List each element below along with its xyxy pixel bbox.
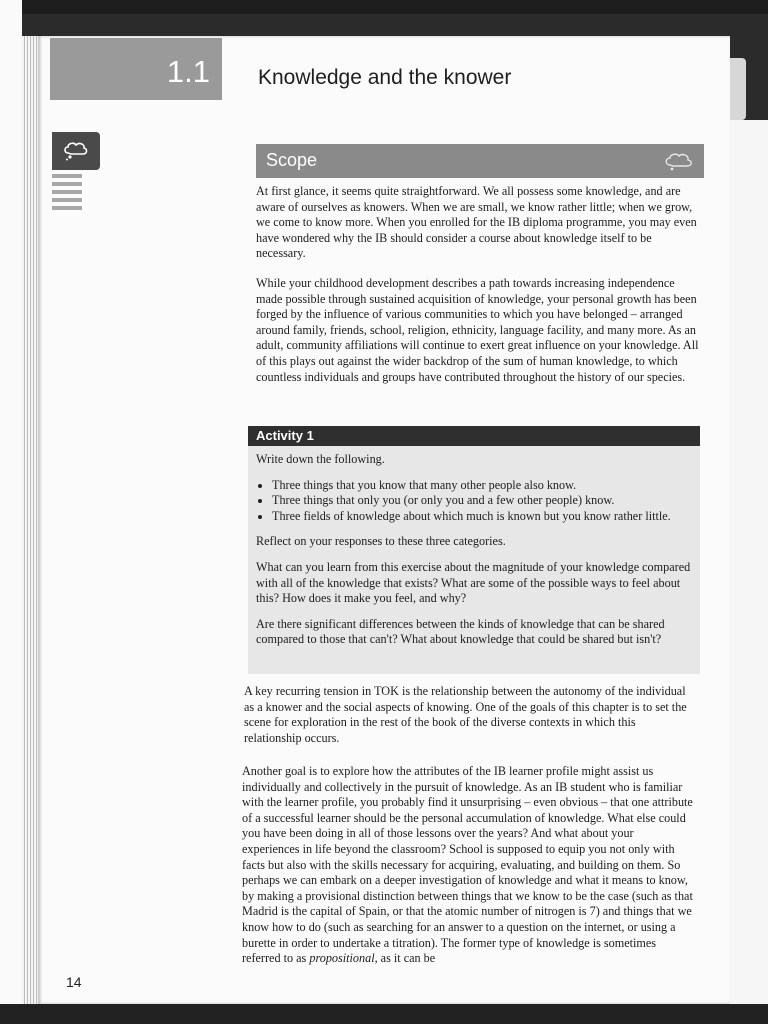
scan-border-left <box>0 0 22 1024</box>
page-number: 14 <box>66 974 82 990</box>
scan-border-bottom <box>0 1004 768 1024</box>
activity-question-3: Are there significant differences between the kinds of knowledge that can be shared compared to those that can't? What about knowledge that could be shared but isn't? <box>256 616 665 647</box>
activity-title: Activity 1 <box>248 426 700 446</box>
emphasis-term: propositional <box>309 951 375 966</box>
activity-box <box>248 426 700 674</box>
paragraph-learner-profile <box>242 764 694 967</box>
scan-border-right <box>730 120 768 1004</box>
paragraph-text-end: , as it can be <box>374 951 436 966</box>
list-item: • Three fields of knowledge about which much is known but you know rather little. <box>272 509 692 525</box>
activity-question-1: Reflect on your responses to these three categories. <box>256 534 506 549</box>
thought-bubble-icon <box>52 132 100 170</box>
thought-bubble-icon <box>664 152 694 177</box>
book-page <box>38 36 730 1004</box>
activity-body <box>248 446 700 648</box>
paragraph-development: While your childhood development describes a path towards increasing independence made possible through sustained acquisition of knowledge, your personal growth has been forged by the influence of various communities to which you have belonged – arranged around family, friends, school, religion, ethnicity, language facility, and many more. As an adult, community affiliations will continue to exert great influence on your knowledge. All of this plays out against the wider backdrop of the sum of human knowledge, to which countless individuals and groups have contributed throughout the history of our species. <box>256 276 699 384</box>
page-tab <box>728 58 746 120</box>
scan-border-top <box>0 0 768 14</box>
page-title: Knowledge and the knower <box>258 66 512 89</box>
list-item: • Three things that only you (or only you and a few other people) know. <box>272 493 692 509</box>
section-number: 1.1 <box>50 38 222 100</box>
paragraph-text: Another goal is to explore how the attributes of the IB learner profile might assist us individually and collectively in the pursuit of knowledge. As an IB student who is familiar with the learner profile, you probably find it unsurprising – even obvious – that one attribute of a successful learner should be the personal accumulation of knowledge. What else could you have been doing in all of those lessons over the years? And what about your experiences in life beyond the classroom? School is supposed to equip you not only with facts but also with the skills necessary for acquiring, evaluating, and building on them. So perhaps we can embark on a deeper investigation of knowledge and what it means to know, by making a provisional distinction between things that we know to be the case (such as that Madrid is the capital of Spain, or that the atomic number of nitrogen is 7) and things that we know how to do (such as searching for an answer to a question on the internet, or using a burette in order to undertake a titration). The former type of knowledge is sometimes referred to as <box>242 764 693 966</box>
side-tab-marks <box>52 174 82 214</box>
paragraph-intro: At first glance, it seems quite straightforward. We all possess some knowledge, and are aware of ourselves as knowers. When we are small, we know rather little; when we grow, we come to know more. When you enrolled for the IB diploma programme, you may even have wondered why the IB should consider a course about knowledge itself to be necessary. <box>256 184 697 261</box>
activity-list <box>256 478 692 525</box>
activity-question-2: What can you learn from this exercise about the magnitude of your knowledge compared with all of the knowledge that exists? What are some of the possible ways to feel about this? How does it make you feel, and why? <box>256 559 691 606</box>
scope-heading: Scope <box>266 150 318 170</box>
activity-intro: Write down the following. <box>256 452 385 466</box>
paragraph-tension: A key recurring tension in TOK is the relationship between the autonomy of the individual as a knower and the social aspects of knowing. One of the goals of this chapter is to set the scene for exploration in the rest of the book of the diverse contexts in which this relationship occurs. <box>244 684 687 745</box>
scope-heading-bar <box>256 144 704 178</box>
list-item: • Three things that you know that many other people also know. <box>272 478 692 494</box>
